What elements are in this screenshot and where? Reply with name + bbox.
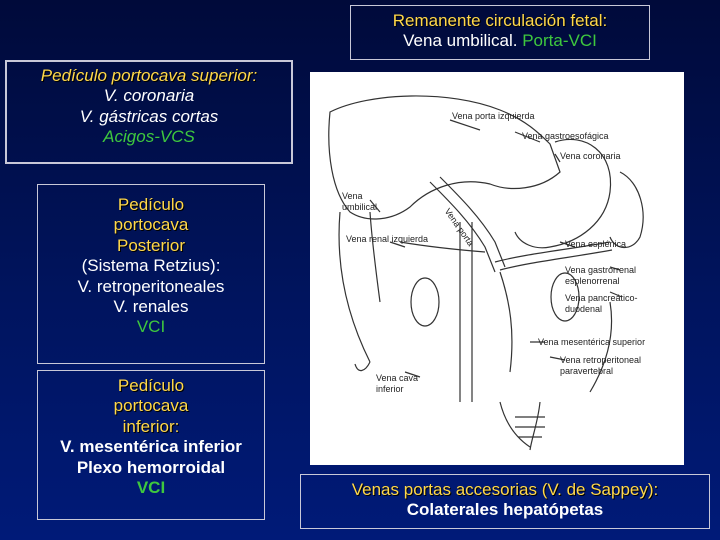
- label-portal-vein: Vena porta: [442, 206, 476, 248]
- superior-pedicle-title: Pedículo portocava superior:: [40, 66, 258, 85]
- hemorrhoidal-plexus-text: Plexo hemorroidal: [76, 457, 226, 477]
- label-left-portal-vein: Vena porta izquierda: [452, 111, 535, 121]
- renal-veins-text: V. renales: [113, 296, 189, 316]
- label-retroperitoneal-vein-2: paravertebral: [560, 366, 614, 376]
- label-coronary-vein: Vena coronaria: [560, 151, 621, 161]
- label-inferior-vena-cava-2: inferior: [376, 384, 404, 394]
- label-gastroesophageal-vein: Vena gastroesofágica: [522, 131, 609, 141]
- label-inferior-vena-cava-1: Vena cava: [376, 373, 419, 383]
- coronary-vein-text: V. coronaria: [103, 86, 195, 106]
- retzius-system-text: (Sistema Retzius):: [81, 256, 221, 276]
- inferior-vci-text: VCI: [136, 477, 166, 497]
- posterior-pedicle-title-3: Posterior: [116, 235, 186, 255]
- porta-vci-text: Porta-VCI: [522, 31, 597, 51]
- posterior-pedicle-title-2: portocava: [113, 215, 189, 235]
- portal-anatomy-diagram: [310, 72, 684, 465]
- inferior-pedicle-title-1: Pedículo: [117, 376, 185, 395]
- label-umbilical-vein-2: umbilical: [342, 202, 378, 212]
- posterior-pedicle-box: [37, 184, 265, 364]
- posterior-pedicle-title-1: Pedículo: [117, 195, 185, 214]
- fetal-circulation-box: [350, 5, 650, 60]
- azygos-vcs-text: Acigos-VCS: [103, 127, 195, 147]
- posterior-vci-text: VCI: [136, 317, 166, 337]
- retroperitoneal-veins-text: V. retroperitoneales: [77, 276, 225, 296]
- label-gastrorenal-vein-1: Vena gastrorrenal: [565, 265, 637, 275]
- inferior-pedicle-box: [37, 370, 265, 520]
- label-retroperitoneal-vein-1: Vena retroperitoneal: [560, 355, 642, 365]
- inferior-pedicle-title-3: inferior:: [122, 416, 180, 436]
- umbilical-vein-text: Vena umbilical.: [403, 31, 523, 51]
- label-left-renal-vein: Vena renal izquierda: [346, 234, 429, 244]
- short-gastric-veins-text: V. gástricas cortas: [79, 106, 219, 126]
- inferior-pedicle-title-2: portocava: [113, 396, 189, 416]
- sappey-veins-title: Venas portas accesorias (V. de Sappey):: [351, 480, 659, 499]
- fetal-circulation-title: Remanente circulación fetal:: [392, 11, 608, 30]
- label-superior-mesenteric-vein: Vena mesentérica superior: [538, 337, 646, 347]
- hepatopetal-collaterals-text: Colaterales hepatópetas: [406, 500, 604, 520]
- superior-pedicle-box: [5, 60, 293, 164]
- label-splenic-vein: Vena esplénica: [565, 239, 627, 249]
- label-pancreaticoduodenal-vein-1: Vena pancreático-: [565, 293, 638, 303]
- inferior-mesenteric-text: V. mesentérica inferior: [60, 437, 242, 457]
- label-umbilical-vein-1: Vena: [342, 191, 363, 201]
- sappey-veins-box: [300, 474, 710, 529]
- label-gastrorenal-vein-2: esplenorrenal: [565, 276, 620, 286]
- label-pancreaticoduodenal-vein-2: duodenal: [565, 304, 603, 314]
